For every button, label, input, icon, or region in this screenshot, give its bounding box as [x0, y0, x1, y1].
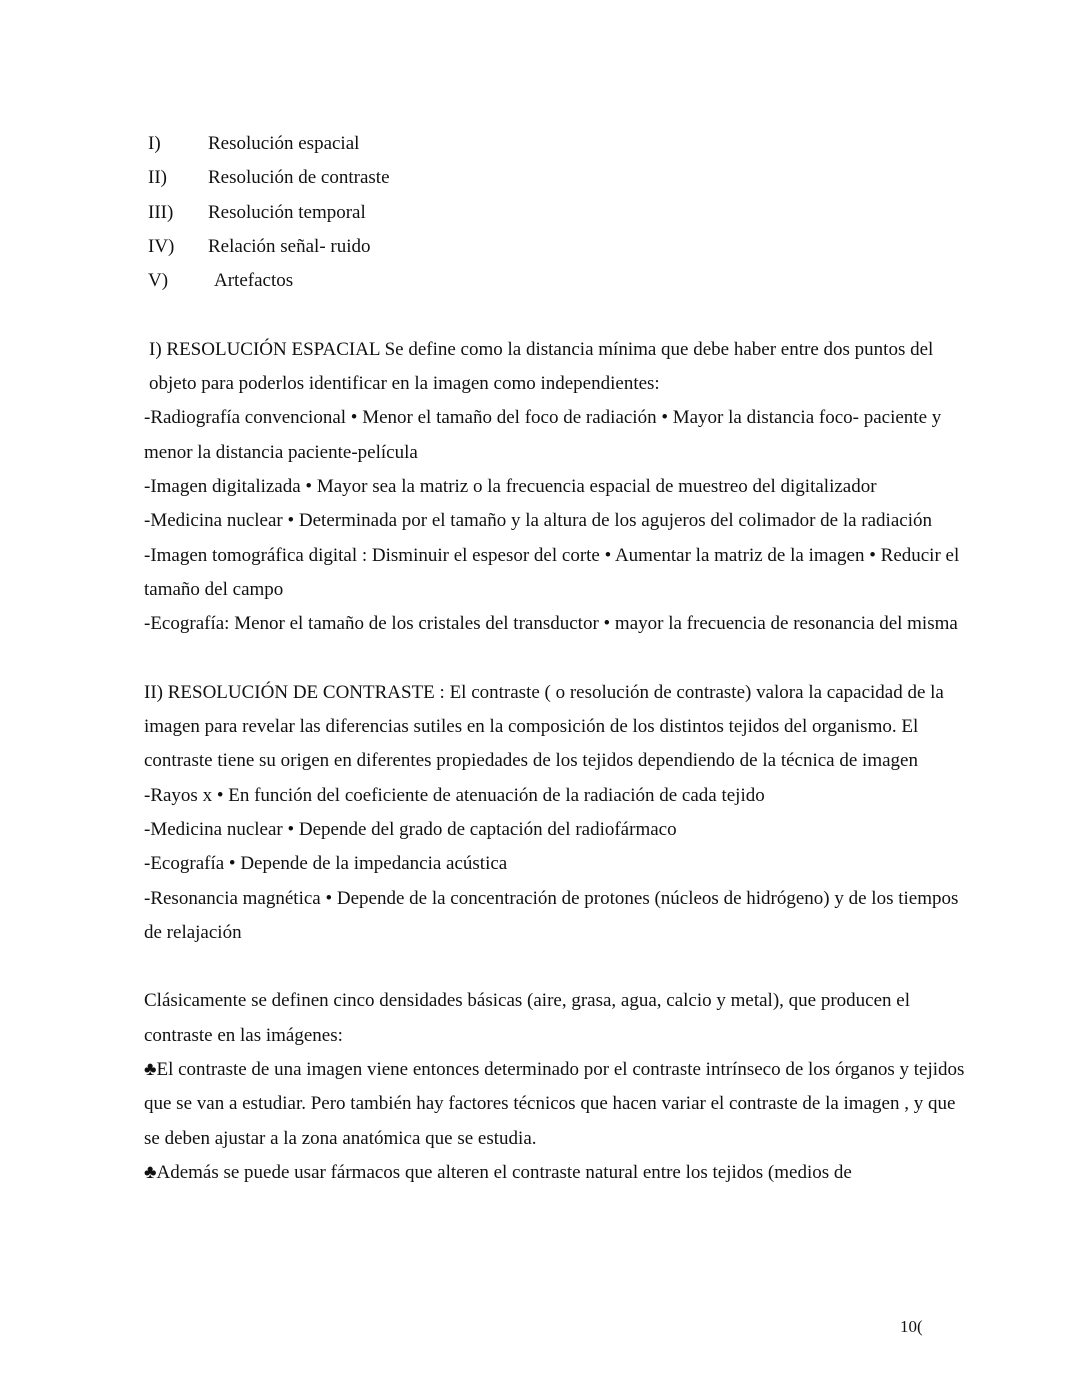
- topic-label: Resolución temporal: [208, 201, 366, 223]
- list-item: -Resonancia magnética • Depende de la concentración de protones (núcleos de hidrógeno) y de los tiempos de relajación: [144, 887, 959, 943]
- list-item: -Ecografía: Menor el tamaño de los cristales del transductor • mayor la frecuencia de resonancia del misma: [144, 613, 958, 635]
- section-intro: II) RESOLUCIÓN DE CONTRASTE : El contraste ( o resolución de contraste) valora la capacidad de la imagen para revelar las diferencias sutiles en la composición de los distintos tejidos del organismo. El contraste tiene su origen en diferentes propiedades de los tejidos dependiendo de la técnica de imagen: [144, 681, 944, 772]
- section-intro: Clásicamente se definen cinco densidades básicas (aire, grasa, agua, calcio y metal), que producen el contraste en las imágenes:: [144, 990, 911, 1046]
- topic-number: V): [148, 270, 169, 292]
- list-item: -Imagen tomográfica digital : Disminuir el espesor del corte • Aumentar la matriz de la imagen • Reducir el tamaño del campo: [144, 544, 960, 600]
- topic-label: Relación señal- ruido: [208, 235, 371, 257]
- topic-number: II): [148, 167, 167, 189]
- section-intro: I) RESOLUCIÓN ESPACIAL Se define como la distancia mínima que debe haber entre dos puntos del objeto para poderlos identificar en la imagen como independientes:: [149, 338, 934, 395]
- list-item: -Radiografía convencional • Menor el tamaño del foco de radiación • Mayor la distancia foco- paciente y menor la distancia paciente-película: [144, 407, 942, 463]
- topic-label: Resolución espacial: [208, 133, 360, 154]
- topic-number: I): [148, 133, 161, 154]
- list-item: -Imagen digitalizada • Mayor sea la matriz o la frecuencia espacial de muestreo del digitalizador: [144, 475, 877, 497]
- spacer: [144, 298, 974, 332]
- bullet-item: ♣Además se puede usar fármacos que alteren el contraste natural entre los tejidos (medios de: [144, 1161, 852, 1183]
- section-spatial-resolution: [144, 333, 974, 642]
- list-item: -Rayos x • En función del coeficiente de atenuación de la radiación de cada tejido: [144, 784, 765, 806]
- spacer: [144, 641, 974, 675]
- list-item: -Medicina nuclear • Determinada por el tamaño y la altura de los agujeros del colimador de la radiación: [144, 510, 932, 532]
- topic-list: [144, 127, 974, 298]
- spacer: [144, 950, 974, 984]
- page-number: 10(: [900, 1317, 923, 1336]
- topic-list-item: [144, 230, 974, 264]
- topic-number: IV): [148, 235, 175, 257]
- list-item: -Medicina nuclear • Depende del grado de captación del radiofármaco: [144, 818, 677, 840]
- topic-list-item: [144, 196, 974, 230]
- list-item: -Ecografía • Depende de la impedancia acústica: [144, 853, 508, 875]
- section-contrast-resolution: [144, 676, 974, 950]
- topic-list-item: [144, 127, 974, 161]
- topic-label: Artefactos: [214, 270, 294, 292]
- bullet-item: ♣El contraste de una imagen viene entonces determinado por el contraste intrínseco de los órganos y tejidos que se van a estudiar. Pero también hay factores técnicos que hacen variar el contraste de la imagen , y que se deben ajustar a la zona anatómica que se estudia.: [144, 1059, 965, 1149]
- topic-label: Resolución de contraste: [208, 167, 390, 189]
- page-content: [144, 127, 974, 1190]
- topic-number: III): [148, 201, 174, 223]
- topic-list-item: [144, 264, 974, 298]
- section-densities: [144, 984, 974, 1190]
- topic-list-item: [144, 161, 974, 195]
